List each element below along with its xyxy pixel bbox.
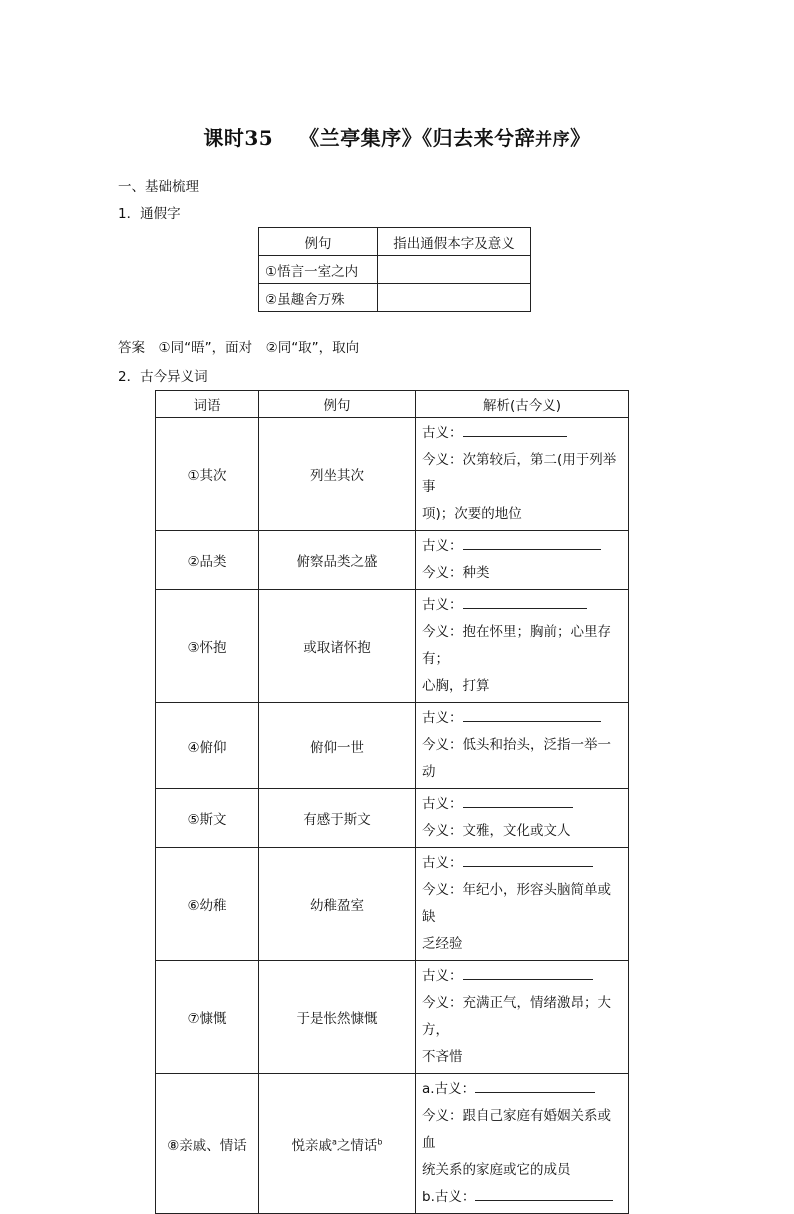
answer-cell: [378, 256, 531, 284]
ancient-meaning-line: [422, 420, 624, 447]
analysis-cell: [416, 703, 629, 789]
fill-blank[interactable]: [475, 1078, 595, 1093]
table-row: [156, 703, 629, 789]
analysis-cell: [416, 1074, 629, 1214]
modern-meaning-line: 统关系的家庭或它的成员: [422, 1162, 571, 1178]
ancient-meaning-label: 古义：: [422, 855, 463, 871]
word-cell: ④俯仰: [156, 703, 259, 789]
table-row: [156, 961, 629, 1074]
ancient-meaning-label: 古义：: [422, 425, 463, 441]
ancient-meaning-line: [422, 592, 624, 619]
example-cell: [259, 1074, 416, 1214]
example-cell: ②虽趣舍万殊: [259, 284, 378, 312]
header-meaning: 指出通假本字及意义: [378, 228, 531, 256]
ancient-meaning-line: [422, 1184, 624, 1211]
fill-blank[interactable]: [463, 422, 567, 437]
ancient-meaning-line: [422, 963, 624, 990]
modern-meaning-line: 今义：充满正气，情绪激昂；大方，: [422, 995, 611, 1038]
modern-meaning-line: 今义：抱在怀里；胸前；心里存有；: [422, 624, 611, 667]
fill-blank[interactable]: [463, 965, 593, 980]
mark-a: a: [332, 1137, 337, 1146]
work-title-note: 并序: [535, 130, 571, 150]
modern-meaning-line: 今义：跟自己家庭有婚姻关系或血: [422, 1108, 611, 1151]
ancient-meaning-label-b: b.古义：: [422, 1189, 476, 1205]
page-title: [0, 122, 794, 151]
modern-meaning-line: 项)；次要的地位: [422, 506, 522, 522]
modern-meaning-line: 心胸，打算: [422, 678, 490, 694]
work-title-end: 》: [570, 126, 591, 150]
mark-b: b: [377, 1137, 383, 1146]
table-row: [156, 418, 629, 531]
ancient-meaning-label: 古义：: [422, 796, 463, 812]
example-cell: ①悟言一室之内: [259, 256, 378, 284]
modern-meaning-line: 今义：年纪小，形容头脑简单或缺: [422, 882, 611, 925]
ancient-meaning-line: [422, 533, 624, 560]
modern-meaning-line: 今义：文雅，文化或文人: [422, 823, 571, 839]
fill-blank[interactable]: [463, 707, 601, 722]
answer-cell: [378, 284, 531, 312]
fill-blank[interactable]: [463, 793, 573, 808]
table-header-row: [259, 228, 531, 256]
analysis-cell: [416, 848, 629, 961]
item-heading-gujin: 2．古今异义词: [118, 369, 208, 385]
analysis-cell: [416, 789, 629, 848]
lesson-number: 课时35: [203, 126, 274, 150]
table-row: [259, 284, 531, 312]
ancient-meaning-label-a: a.古义：: [422, 1081, 476, 1097]
word-cell: ③怀抱: [156, 590, 259, 703]
modern-meaning-line: 今义：低头和抬头，泛指一举一动: [422, 737, 611, 780]
analysis-cell: [416, 961, 629, 1074]
table-row: [156, 531, 629, 590]
table-header-row: [156, 391, 629, 418]
analysis-cell: [416, 531, 629, 590]
fill-blank[interactable]: [463, 535, 601, 550]
header-word: 词语: [156, 391, 259, 418]
modern-meaning-line: 不吝惜: [422, 1049, 463, 1065]
ancient-meaning-label: 古义：: [422, 710, 463, 726]
example-cell: 俯察品类之盛: [259, 531, 416, 590]
word-cell: ①其次: [156, 418, 259, 531]
table-row: [156, 1074, 629, 1214]
table-row: [259, 256, 531, 284]
ancient-meaning-label: 古义：: [422, 538, 463, 554]
example-cell: 俯仰一世: [259, 703, 416, 789]
analysis-cell: [416, 418, 629, 531]
example-cell: 有感于斯文: [259, 789, 416, 848]
ancient-meaning-line: [422, 791, 624, 818]
example-cell: 于是怅然慷慨: [259, 961, 416, 1074]
table-row: [156, 848, 629, 961]
ancient-meaning-line: [422, 1076, 624, 1103]
work-titles: 《兰亭集序》《归去来兮辞: [299, 126, 536, 150]
header-example: 例句: [259, 228, 378, 256]
gujin-table: [155, 390, 629, 1214]
item-heading-tongjia: 1．通假字: [118, 206, 181, 222]
modern-meaning-line: 今义：种类: [422, 565, 490, 581]
table-row: [156, 789, 629, 848]
example-text-b: 之情话: [336, 1137, 378, 1154]
table-row: [156, 590, 629, 703]
word-cell: ⑦慷慨: [156, 961, 259, 1074]
modern-meaning-line: 今义：次第较后，第二(用于列举事: [422, 452, 617, 495]
tongjia-table: [258, 227, 531, 312]
fill-blank[interactable]: [463, 852, 593, 867]
example-cell: 幼稚盈室: [259, 848, 416, 961]
ancient-meaning-line: [422, 850, 624, 877]
modern-meaning-line: 乏经验: [422, 936, 463, 952]
example-cell: 列坐其次: [259, 418, 416, 531]
word-cell: ⑥幼稚: [156, 848, 259, 961]
analysis-cell: [416, 590, 629, 703]
section-heading-basics: 一、基础梳理: [118, 179, 199, 195]
header-example: 例句: [259, 391, 416, 418]
word-cell: ⑤斯文: [156, 789, 259, 848]
header-analysis: 解析(古今义): [416, 391, 629, 418]
fill-blank[interactable]: [475, 1186, 613, 1201]
answer-line: 答案 ①同“晤”，面对 ②同“取”，取向: [118, 340, 360, 356]
ancient-meaning-line: [422, 705, 624, 732]
ancient-meaning-label: 古义：: [422, 968, 463, 984]
example-text-a: 悦亲戚: [291, 1137, 332, 1154]
example-cell: 或取诸怀抱: [259, 590, 416, 703]
word-cell: ⑧亲戚、情话: [156, 1074, 259, 1214]
word-cell: ②品类: [156, 531, 259, 590]
ancient-meaning-label: 古义：: [422, 597, 463, 613]
fill-blank[interactable]: [463, 594, 587, 609]
